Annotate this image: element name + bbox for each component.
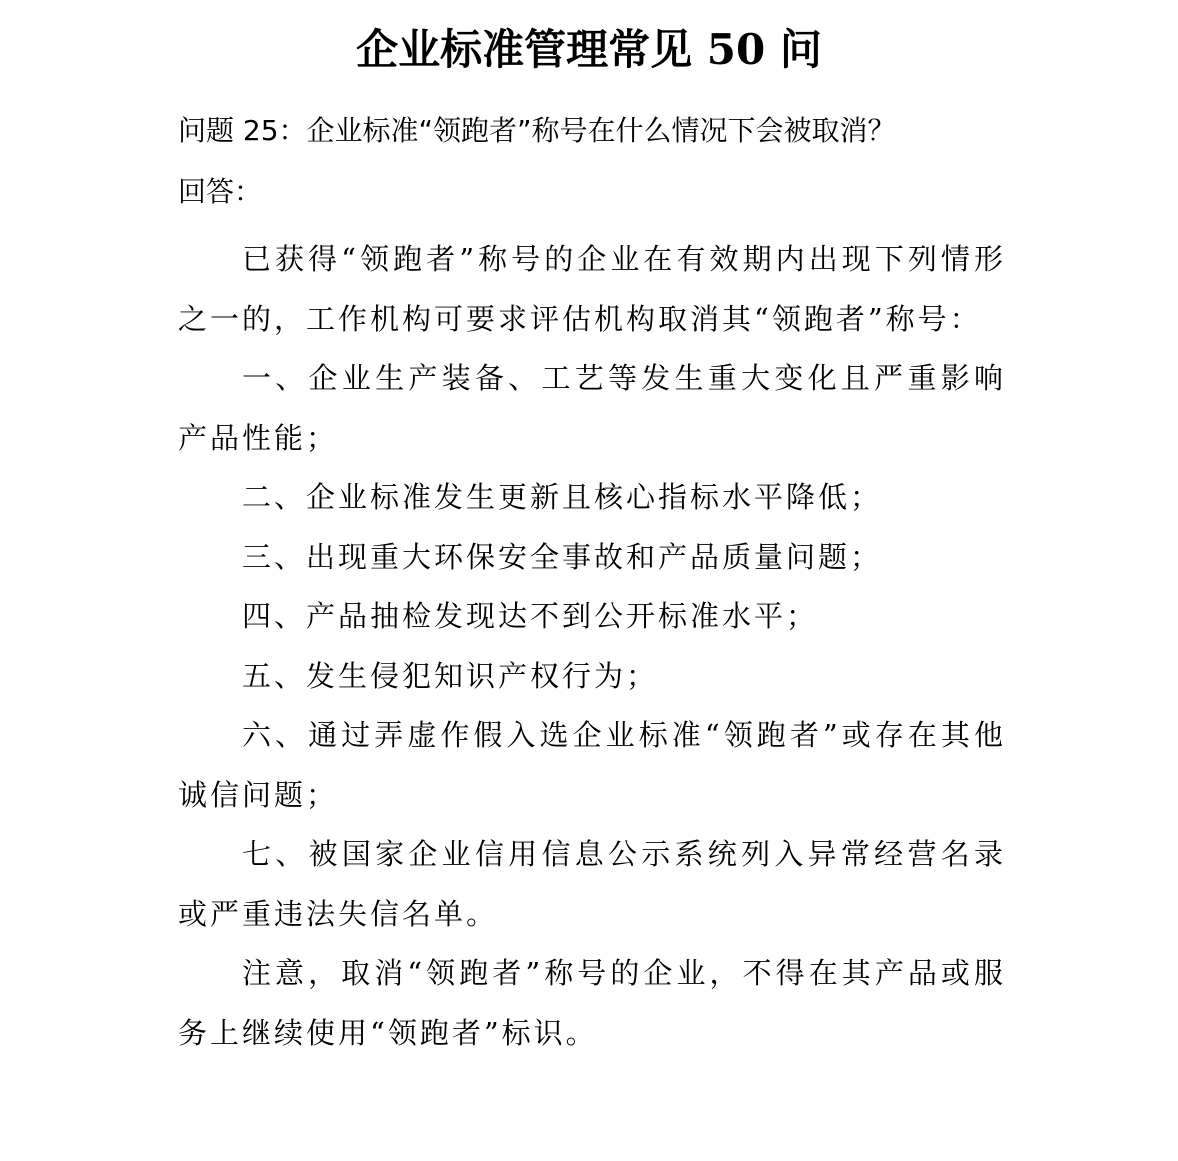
list-item-1: 一、企业生产装备、工艺等发生重大变化且严重影响产品性能； <box>178 361 1006 455</box>
list-item-7: 七、被国家企业信用信息公示系统列入异常经营名录或严重违法失信名单。 <box>178 837 1006 931</box>
answer-body <box>178 230 1006 1063</box>
list-item-4: 四、产品抽检发现达不到公开标准水平； <box>242 599 819 633</box>
intro-paragraph: 已获得“领跑者”称号的企业在有效期内出现下列情形之一的，工作机构可要求评估机构取消其“领跑者”称号： <box>178 242 1006 336</box>
answer-label: 回答： <box>178 175 263 208</box>
list-item-2: 二、企业标准发生更新且核心指标水平降低； <box>242 480 883 514</box>
list-item-3: 三、出现重大环保安全事故和产品质量问题； <box>242 539 883 574</box>
note-paragraph: 注意，取消“领跑者”称号的企业，不得在其产品或服务上继续使用“领跑者”标识。 <box>178 956 1006 1050</box>
question-heading: 问题 25：企业标准“领跑者”称号在什么情况下会被取消？ <box>178 114 896 147</box>
list-item-6: 六、通过弄虚作假入选企业标准“领跑者”或存在其他诚信问题； <box>178 718 1006 812</box>
page-title: 企业标准管理常见 50 问 <box>356 25 822 74</box>
list-item-5: 五、发生侵犯知识产权行为； <box>242 658 659 693</box>
